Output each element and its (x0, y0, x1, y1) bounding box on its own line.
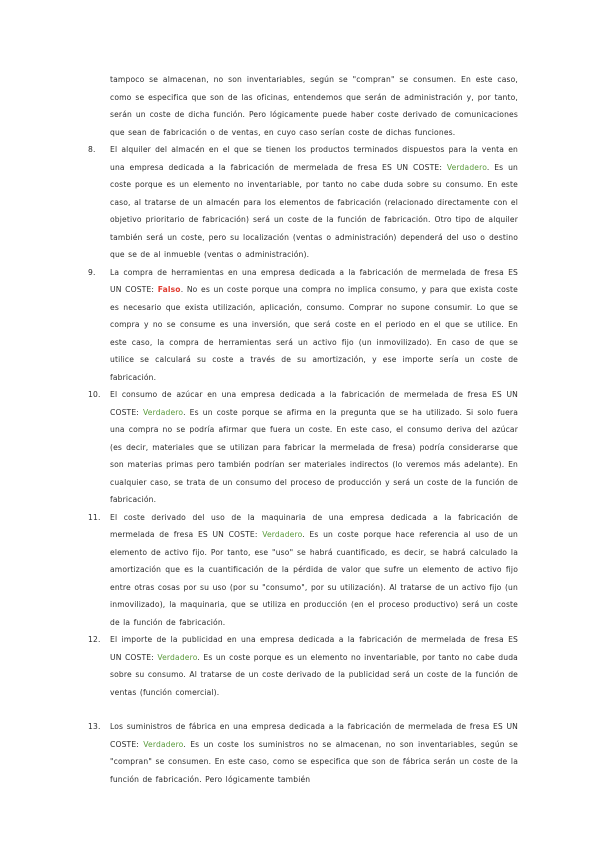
item-number: 13. (88, 722, 101, 731)
item-explanation: . Es un coste porque es un elemento no inventariable, por tanto no cabe duda sobre su consumo. Al tratarse de un coste derivado de la publicidad será un coste de la función de ventas (función comercial). (110, 652, 518, 697)
item-text (110, 141, 518, 264)
item-text (110, 509, 518, 632)
item-explanation: . Es un coste porque se afirma en la pregunta que se ha utilizado. Si solo fuera una compra no se podría afirmar que fuera un coste. En este caso, el consumo deriva del azúcar (es decir, materiales que se utilizan para fabricar la mermelada de fresa) podría considerarse que son materias primas pero también podrían ser materiales indirectos (lo veremos más adelante). En cualquier caso, se trata de un consumo del proceso de producción y será un coste de la función de fabricación. (110, 407, 518, 504)
list-item-11 (88, 509, 518, 632)
item-text (110, 264, 518, 387)
item-number: 9. (88, 267, 96, 277)
item-text (110, 386, 518, 509)
item-text (110, 631, 518, 701)
verdict-label: Verdadero (446, 162, 487, 172)
list-item-9 (88, 264, 518, 387)
document-body (88, 71, 518, 788)
verdict-label: Verdadero (143, 739, 184, 749)
item-explanation: . No es un coste porque una compra no implica consumo, y para que exista coste es necesario que exista utilización, aplicación, consumo. Comprar no supone consumir. Lo que se compra y no se consume es una inversión, que será coste en el periodo en el que se utilice. En este caso, la compra de herramientas será un activo fijo (un inmovilizado). En caso de que se utilice se calculará su coste a través de su amortización, y ese importe sería un coste de fabricación. (110, 285, 518, 382)
item-statement: El importe de la publicidad en una empresa dedicada a la fabricación de mermelada de fresa ES UN COSTE: (110, 635, 518, 662)
item-statement: El coste derivado del uso de la maquinaria de una empresa dedicada a la fabricación de mermelada de fresa ES UN COSTE: (110, 512, 518, 539)
paragraph-spacer (88, 701, 518, 718)
list-item-13 (88, 718, 518, 788)
item-statement: La compra de herramientas en una empresa dedicada a la fabricación de mermelada de fresa ES UN COSTE: (110, 267, 518, 294)
item-number: 10. (88, 390, 101, 399)
item-explanation: . Es un coste los suministros no se almacenan, no son inventariables, según se "compran" se consumen. En este caso, como se especifica que son de fábrica serán un coste de la función de fabricación. Pero lógicamente también (110, 739, 518, 784)
list-item-10 (88, 386, 518, 509)
item-number: 11. (88, 512, 101, 522)
item-statement: El alquiler del almacén en el que se tienen los productos terminados dispuestos para la venta en una empresa dedicada a la fabricación de mermelada de fresa ES UN COSTE: (110, 145, 518, 172)
item-number: 12. (88, 635, 101, 644)
verdict-label: Verdadero (262, 530, 303, 539)
item-explanation: . Es un coste porque hace referencia al uso de un elemento de activo fijo. Por tanto, ese "uso" se habrá cuantificado, es decir, se habrá calculado la amortización que es la cuantificación de la pérdida de valor que sufre un elemento de activo fijo entre otras cosas por su uso (por su "consumo", por su utilización). Al tratarse de un activo fijo (un inmovilizado), la maquinaria, que se utiliza en producción (en el proceso productivo) será un coste de la función de fabricación. (110, 530, 518, 627)
item-statement: Los suministros de fábrica en una empresa dedicada a la fabricación de mermelada de fresa ES UN COSTE: (110, 722, 518, 749)
verdict-label: Verdadero (157, 652, 198, 662)
item-statement: El consumo de azúcar en una empresa dedicada a la fabricación de mermelada de fresa ES UN COSTE: (110, 390, 518, 417)
item-number: 8. (88, 145, 96, 154)
verdict-label: Verdadero (143, 407, 184, 417)
list-item-8 (88, 141, 518, 264)
list-item-12 (88, 631, 518, 701)
item-text (110, 718, 518, 788)
continuation-paragraph: tampoco se almacenan, no son inventariables, según se "compran" se consumen. En este caso, como se especifica que son de las oficinas, entendemos que serán de administración y, por tanto, serán un coste de dicha función. Pero lógicamente puede haber coste derivado de comunicaciones que sean de fabricación o de ventas, en cuyo caso serían coste de dichas funciones. (110, 75, 518, 137)
item-explanation: . Es un coste porque es un elemento no inventariable, por tanto no cabe duda sobre su consumo. En este caso, al tratarse de un almacén para los elementos de fabricación (relacionado directamente con el objetivo prioritario de fabricación) será un coste de la función de fabricación. Otro tipo de alquiler también será un coste, pero su localización (ventas o administración) dependerá del uso o destino que se de al inmueble (ventas o administración). (110, 162, 518, 259)
verdict-label: Falso (157, 285, 181, 294)
